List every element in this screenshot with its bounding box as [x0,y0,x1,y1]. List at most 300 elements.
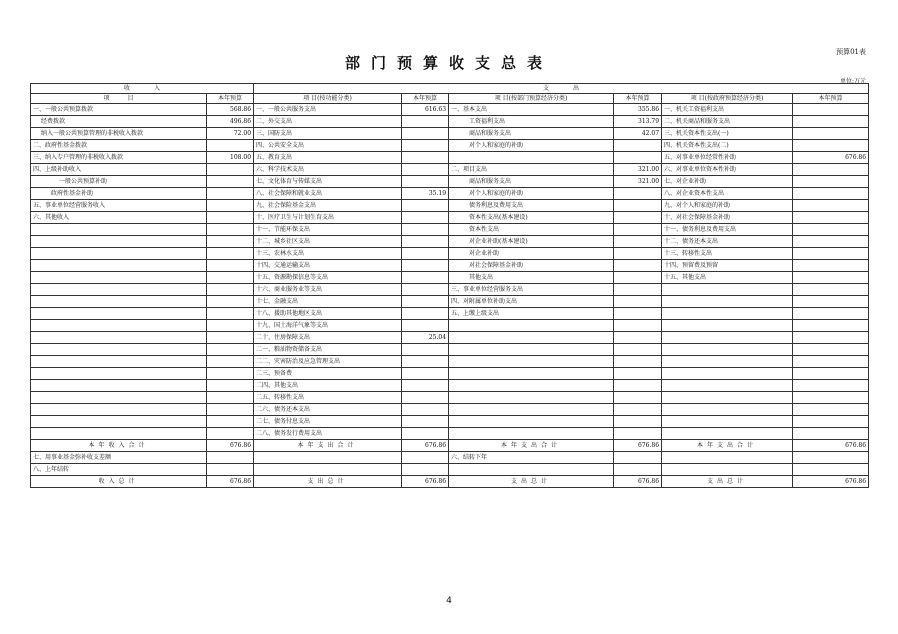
func-item-cell: 二、外交支出 [254,116,402,128]
income-amount-cell [207,332,254,344]
income-item-cell [31,368,207,380]
func-item-cell: 二七、债务付息支出 [254,416,402,428]
func-item-cell: 六、科学技术支出 [254,164,402,176]
gov-econ-amount-cell [793,356,869,368]
table-row [31,272,869,284]
gov-econ-item-cell [662,428,793,440]
income-item-cell: 五、事业单位经营服务收入 [31,200,207,212]
dept-econ-item-cell: 对个人和家庭的补助 [449,140,614,152]
dept-econ-item-cell [449,392,614,404]
table-row [31,380,869,392]
gov-econ-item-cell [662,332,793,344]
func-item-cell: 十二、城乡社区支出 [254,236,402,248]
dept-econ-amount-cell: 355.86 [614,104,662,116]
func-amount-cell [402,176,449,188]
func-item-cell [254,464,402,476]
dept-econ-amount-cell [614,416,662,428]
func-amount-cell [402,356,449,368]
func-amount-cell: 25.04 [402,332,449,344]
totals-row [31,440,869,452]
gov-econ-amount-cell [793,320,869,332]
func-item-cell: 二八、债务发行费用支出 [254,428,402,440]
gov-econ-amount-cell [793,404,869,416]
dept-econ-amount-cell: 42.07 [614,128,662,140]
func-item-cell: 十、医疗卫生与计划生育支出 [254,212,402,224]
func-item-cell: 二二、灾害防治及应急管理支出 [254,356,402,368]
func-item-cell: 一、一般公共服务支出 [254,104,402,116]
table-row [31,296,869,308]
dept-econ-item-cell [449,404,614,416]
gov-econ-amount-cell [793,164,869,176]
gov-econ-amount-cell [793,248,869,260]
gov-econ-amount-cell [793,380,869,392]
income-amount-cell [207,224,254,236]
income-amount-cell [207,416,254,428]
gov-econ-item-cell: 九、对个人和家庭的补助 [662,200,793,212]
grand-total-row [31,476,869,488]
dept-econ-item-cell: 对个人和家庭的补助 [449,188,614,200]
table-row [31,356,869,368]
dept-econ-amount-cell [614,428,662,440]
func-amount-cell [402,272,449,284]
func-item-cell: 十八、援助其他地区支出 [254,308,402,320]
dept-econ-item-cell: 一、基本支出 [449,104,614,116]
income-grand-amount: 676.86 [207,476,254,488]
gov-total-label: 本年支出合计 [662,440,793,452]
func-amount-cell [402,428,449,440]
dept-econ-amount-cell: 321.00 [614,164,662,176]
dept-econ-amount-cell: 321.00 [614,176,662,188]
gov-econ-item-cell [662,416,793,428]
income-item-cell: 纳入一般公共预算管理的非税收入拨款 [31,128,207,140]
income-item-cell: 六、其他收入 [31,212,207,224]
gov-econ-item-cell [662,368,793,380]
gov-econ-item-cell [662,308,793,320]
gov-econ-item-cell: 六、对事业单位资本性补助 [662,164,793,176]
dept-econ-item-cell: 债务利息及费用支出 [449,200,614,212]
gov-econ-item-cell [662,452,793,464]
func-amount-cell [402,392,449,404]
income-header: 收 入 [31,84,254,94]
table-row [31,212,869,224]
col-amount-header: 本年预算 [207,94,254,104]
gov-grand-amount: 676.86 [793,476,869,488]
dept-econ-amount-cell [614,200,662,212]
gov-econ-item-cell: 七、对企业补助 [662,176,793,188]
unit-label: 单位:万元 [839,78,866,85]
dept-grand-label: 支出总计 [449,476,614,488]
income-amount-cell [207,380,254,392]
dept-econ-amount-cell [614,140,662,152]
income-item-cell [31,224,207,236]
gov-econ-item-cell: 十一、债务利息及费用支出 [662,224,793,236]
income-amount-cell [207,404,254,416]
func-item-cell: 十一、节能环保支出 [254,224,402,236]
func-amount-cell [402,140,449,152]
table-row [31,188,869,200]
dept-econ-amount-cell [614,272,662,284]
col-dept-econ-header: 项 目(按部门预算经济分类) [449,94,614,104]
gov-econ-item-cell [662,464,793,476]
gov-econ-item-cell: 二、机关商品和服务支出 [662,116,793,128]
income-item-cell [31,380,207,392]
income-amount-cell [207,428,254,440]
gov-econ-item-cell: 十四、预留费及预留 [662,260,793,272]
table-row [31,368,869,380]
dept-econ-item-cell: 资本性支出 [449,224,614,236]
income-item-cell [31,344,207,356]
func-amount-cell [402,308,449,320]
income-amount-cell [207,188,254,200]
gov-econ-amount-cell [793,392,869,404]
income-total-amount: 676.86 [207,440,254,452]
income-item-cell: 二、政府性基金拨款 [31,140,207,152]
table-row [31,284,869,296]
income-item-cell: 政府性基金补助 [31,188,207,200]
table-row [31,224,869,236]
income-item-cell: 经费拨款 [31,116,207,128]
table-row [31,332,869,344]
gov-econ-item-cell: 三、机关资本性支出(一) [662,128,793,140]
func-item-cell: 十六、商业服务业等支出 [254,284,402,296]
func-item-cell: 十四、交通运输支出 [254,260,402,272]
gov-econ-amount-cell [793,296,869,308]
income-amount-cell [207,464,254,476]
func-item-cell: 八、社会保障和就业支出 [254,188,402,200]
table-row [31,200,869,212]
table-row [31,428,869,440]
func-item-cell: 十九、国土海洋气象等支出 [254,320,402,332]
dept-econ-amount-cell [614,392,662,404]
income-item-cell [31,356,207,368]
gov-econ-amount-cell [793,140,869,152]
dept-econ-amount-cell [614,344,662,356]
table-row [31,260,869,272]
dept-econ-item-cell [449,368,614,380]
income-amount-cell [207,200,254,212]
func-amount-cell [402,152,449,164]
gov-grand-label: 支出总计 [662,476,793,488]
func-item-cell: 九、社会保险基金支出 [254,200,402,212]
form-code: 预算01表 [836,48,866,56]
income-total-label: 本年收入合计 [31,440,207,452]
gov-econ-item-cell [662,320,793,332]
dept-econ-item-cell [449,416,614,428]
page-number: 4 [446,596,452,606]
carry-row [31,452,869,464]
table-row [31,140,869,152]
gov-econ-item-cell: 十三、转移性支出 [662,248,793,260]
income-amount-cell [207,248,254,260]
income-item-cell [31,416,207,428]
table-row [31,116,869,128]
gov-econ-item-cell [662,356,793,368]
income-amount-cell [207,320,254,332]
gov-econ-item-cell: 五、对事业单位经常性补助 [662,152,793,164]
gov-econ-item-cell [662,296,793,308]
gov-econ-amount-cell [793,428,869,440]
dept-econ-amount-cell [614,248,662,260]
dept-econ-amount-cell [614,296,662,308]
dept-econ-item-cell: 二、项目支出 [449,164,614,176]
income-amount-cell [207,392,254,404]
dept-econ-amount-cell [614,464,662,476]
dept-econ-amount-cell [614,356,662,368]
table-row [31,164,869,176]
dept-econ-amount-cell [614,224,662,236]
func-item-cell: 七、文化体育与传媒支出 [254,176,402,188]
gov-econ-item-cell: 十五、其他支出 [662,272,793,284]
dept-econ-item-cell: 六、结转下年 [449,452,614,464]
gov-econ-item-cell [662,380,793,392]
dept-econ-item-cell [449,464,614,476]
func-amount-cell [402,452,449,464]
func-item-cell: 二五、转移性支出 [254,392,402,404]
gov-econ-item-cell: 十、对社会保障基金补助 [662,212,793,224]
gov-econ-amount-cell [793,200,869,212]
income-amount-cell [207,356,254,368]
table-row [31,176,869,188]
col-amount-header: 本年预算 [614,94,662,104]
gov-econ-amount-cell [793,224,869,236]
gov-econ-amount-cell [793,332,869,344]
dept-econ-amount-cell: 313.79 [614,116,662,128]
dept-econ-amount-cell [614,188,662,200]
dept-econ-item-cell: 三、事业单位经营服务支出 [449,284,614,296]
table-row [31,152,869,164]
gov-econ-amount-cell: 676.86 [793,152,869,164]
table-row [31,320,869,332]
gov-econ-item-cell: 一、机关工资福利支出 [662,104,793,116]
func-amount-cell: 35.19 [402,188,449,200]
income-item-cell: 七、用事业基金弥补收支差额 [31,452,207,464]
dept-econ-amount-cell [614,260,662,272]
func-amount-cell [402,416,449,428]
func-item-cell [254,452,402,464]
gov-econ-amount-cell [793,104,869,116]
gov-econ-item-cell: 十二、债务还本支出 [662,236,793,248]
gov-econ-amount-cell [793,188,869,200]
dept-econ-item-cell [449,356,614,368]
func-item-cell: 四、公共安全支出 [254,140,402,152]
dept-total-amount: 676.86 [614,440,662,452]
func-item-cell: 二一、粮油物资储备支出 [254,344,402,356]
income-item-cell: 一般公共预算补助 [31,176,207,188]
func-total-amount: 676.86 [402,440,449,452]
income-item-cell [31,260,207,272]
dept-econ-amount-cell [614,452,662,464]
dept-grand-amount: 676.86 [614,476,662,488]
func-amount-cell [402,464,449,476]
income-amount-cell [207,368,254,380]
gov-econ-item-cell [662,344,793,356]
budget-table [30,83,869,488]
gov-econ-amount-cell [793,368,869,380]
dept-econ-item-cell [449,380,614,392]
func-amount-cell [402,212,449,224]
func-item-cell: 十五、资源勘探信息等支出 [254,272,402,284]
dept-econ-item-cell: 对企业补助(基本建设) [449,236,614,248]
income-item-cell [31,320,207,332]
income-item-cell [31,236,207,248]
func-item-cell: 三、国防支出 [254,128,402,140]
table-row [31,248,869,260]
income-item-cell [31,248,207,260]
gov-econ-amount-cell [793,236,869,248]
dept-econ-item-cell [449,344,614,356]
func-amount-cell [402,320,449,332]
gov-econ-amount-cell [793,284,869,296]
dept-econ-amount-cell [614,212,662,224]
dept-econ-amount-cell [614,368,662,380]
gov-econ-amount-cell [793,116,869,128]
table-row [31,404,869,416]
gov-econ-amount-cell [793,416,869,428]
func-amount-cell [402,236,449,248]
gov-econ-amount-cell [793,128,869,140]
income-item-cell [31,284,207,296]
func-amount-cell [402,224,449,236]
func-amount-cell [402,368,449,380]
gov-econ-item-cell: 四、机关资本性支出(二) [662,140,793,152]
gov-econ-item-cell [662,284,793,296]
col-item-header: 项 目 [31,94,207,104]
col-func-header: 项 目(按功能分类) [254,94,402,104]
table-row [31,416,869,428]
gov-econ-amount-cell [793,308,869,320]
income-item-cell: 四、上级补助收入 [31,164,207,176]
col-amount-header: 本年预算 [793,94,869,104]
gov-econ-item-cell: 八、对企业资本性支出 [662,188,793,200]
func-total-label: 本年支出合计 [254,440,402,452]
dept-econ-amount-cell [614,404,662,416]
col-gov-econ-header: 项 目(按政府预算经济分类) [662,94,793,104]
func-amount-cell [402,296,449,308]
page-title: 部门预算收支总表 [344,54,553,72]
income-amount-cell: 496.86 [207,116,254,128]
income-item-cell [31,308,207,320]
income-item-cell [31,404,207,416]
income-item-cell: 三、纳入专户管理的非税收入拨款 [31,152,207,164]
func-item-cell: 五、教育支出 [254,152,402,164]
gov-econ-amount-cell [793,272,869,284]
income-amount-cell [207,236,254,248]
income-amount-cell [207,272,254,284]
dept-econ-item-cell: 对企业补助 [449,248,614,260]
table-row [31,392,869,404]
income-amount-cell: 72.00 [207,128,254,140]
dept-econ-item-cell: 其他支出 [449,272,614,284]
income-amount-cell [207,308,254,320]
income-amount-cell: 568.86 [207,104,254,116]
func-amount-cell [402,116,449,128]
dept-econ-amount-cell [614,236,662,248]
dept-econ-item-cell [449,152,614,164]
func-amount-cell [402,404,449,416]
func-amount-cell [402,260,449,272]
func-item-cell: 十三、农林水支出 [254,248,402,260]
income-item-cell [31,332,207,344]
dept-econ-item-cell: 四、对附属单位补助支出 [449,296,614,308]
income-amount-cell [207,344,254,356]
func-grand-label: 支出总计 [254,476,402,488]
dept-econ-amount-cell [614,320,662,332]
income-amount-cell [207,260,254,272]
table-row [31,308,869,320]
income-item-cell [31,272,207,284]
dept-econ-item-cell: 五、上缴上级支出 [449,308,614,320]
gov-econ-amount-cell [793,344,869,356]
dept-econ-amount-cell [614,284,662,296]
func-grand-amount: 676.86 [402,476,449,488]
dept-econ-amount-cell [614,380,662,392]
dept-econ-item-cell: 商品和服务支出 [449,128,614,140]
table-row [31,128,869,140]
func-item-cell: 二十、住房保障支出 [254,332,402,344]
income-amount-cell [207,176,254,188]
func-item-cell: 十七、金融支出 [254,296,402,308]
dept-econ-item-cell [449,428,614,440]
income-amount-cell [207,140,254,152]
income-item-cell [31,428,207,440]
income-item-cell [31,392,207,404]
func-item-cell: 二四、其他支出 [254,380,402,392]
func-item-cell: 二六、债务还本支出 [254,404,402,416]
col-amount-header: 本年预算 [402,94,449,104]
dept-econ-item-cell: 资本性支出(基本建设) [449,212,614,224]
income-amount-cell [207,212,254,224]
func-amount-cell: 616.63 [402,104,449,116]
func-amount-cell [402,200,449,212]
income-amount-cell [207,296,254,308]
dept-econ-amount-cell [614,152,662,164]
func-amount-cell [402,380,449,392]
table-row [31,344,869,356]
income-amount-cell [207,284,254,296]
income-amount-cell [207,452,254,464]
income-item-cell: 八、上年结转 [31,464,207,476]
income-item-cell [31,296,207,308]
func-amount-cell [402,248,449,260]
dept-econ-item-cell: 工资福利支出 [449,116,614,128]
income-amount-cell: 108.00 [207,152,254,164]
gov-econ-amount-cell [793,452,869,464]
dept-econ-item-cell: 对社会保障基金补助 [449,260,614,272]
gov-total-amount: 676.86 [793,440,869,452]
func-amount-cell [402,284,449,296]
func-item-cell: 二三、预备费 [254,368,402,380]
gov-econ-item-cell [662,392,793,404]
expense-header: 支 出 [254,84,869,94]
table-row [31,236,869,248]
gov-econ-item-cell [662,404,793,416]
dept-econ-amount-cell [614,332,662,344]
dept-econ-amount-cell [614,308,662,320]
dept-econ-item-cell [449,320,614,332]
func-amount-cell [402,128,449,140]
gov-econ-amount-cell [793,176,869,188]
dept-total-label: 本年支出合计 [449,440,614,452]
gov-econ-amount-cell [793,260,869,272]
income-item-cell: 一、一般公共预算拨款 [31,104,207,116]
gov-econ-amount-cell [793,464,869,476]
income-grand-label: 收入总计 [31,476,207,488]
table-row [31,104,869,116]
func-amount-cell [402,344,449,356]
income-amount-cell [207,164,254,176]
gov-econ-amount-cell [793,212,869,224]
dept-econ-item-cell: 商品和服务支出 [449,176,614,188]
